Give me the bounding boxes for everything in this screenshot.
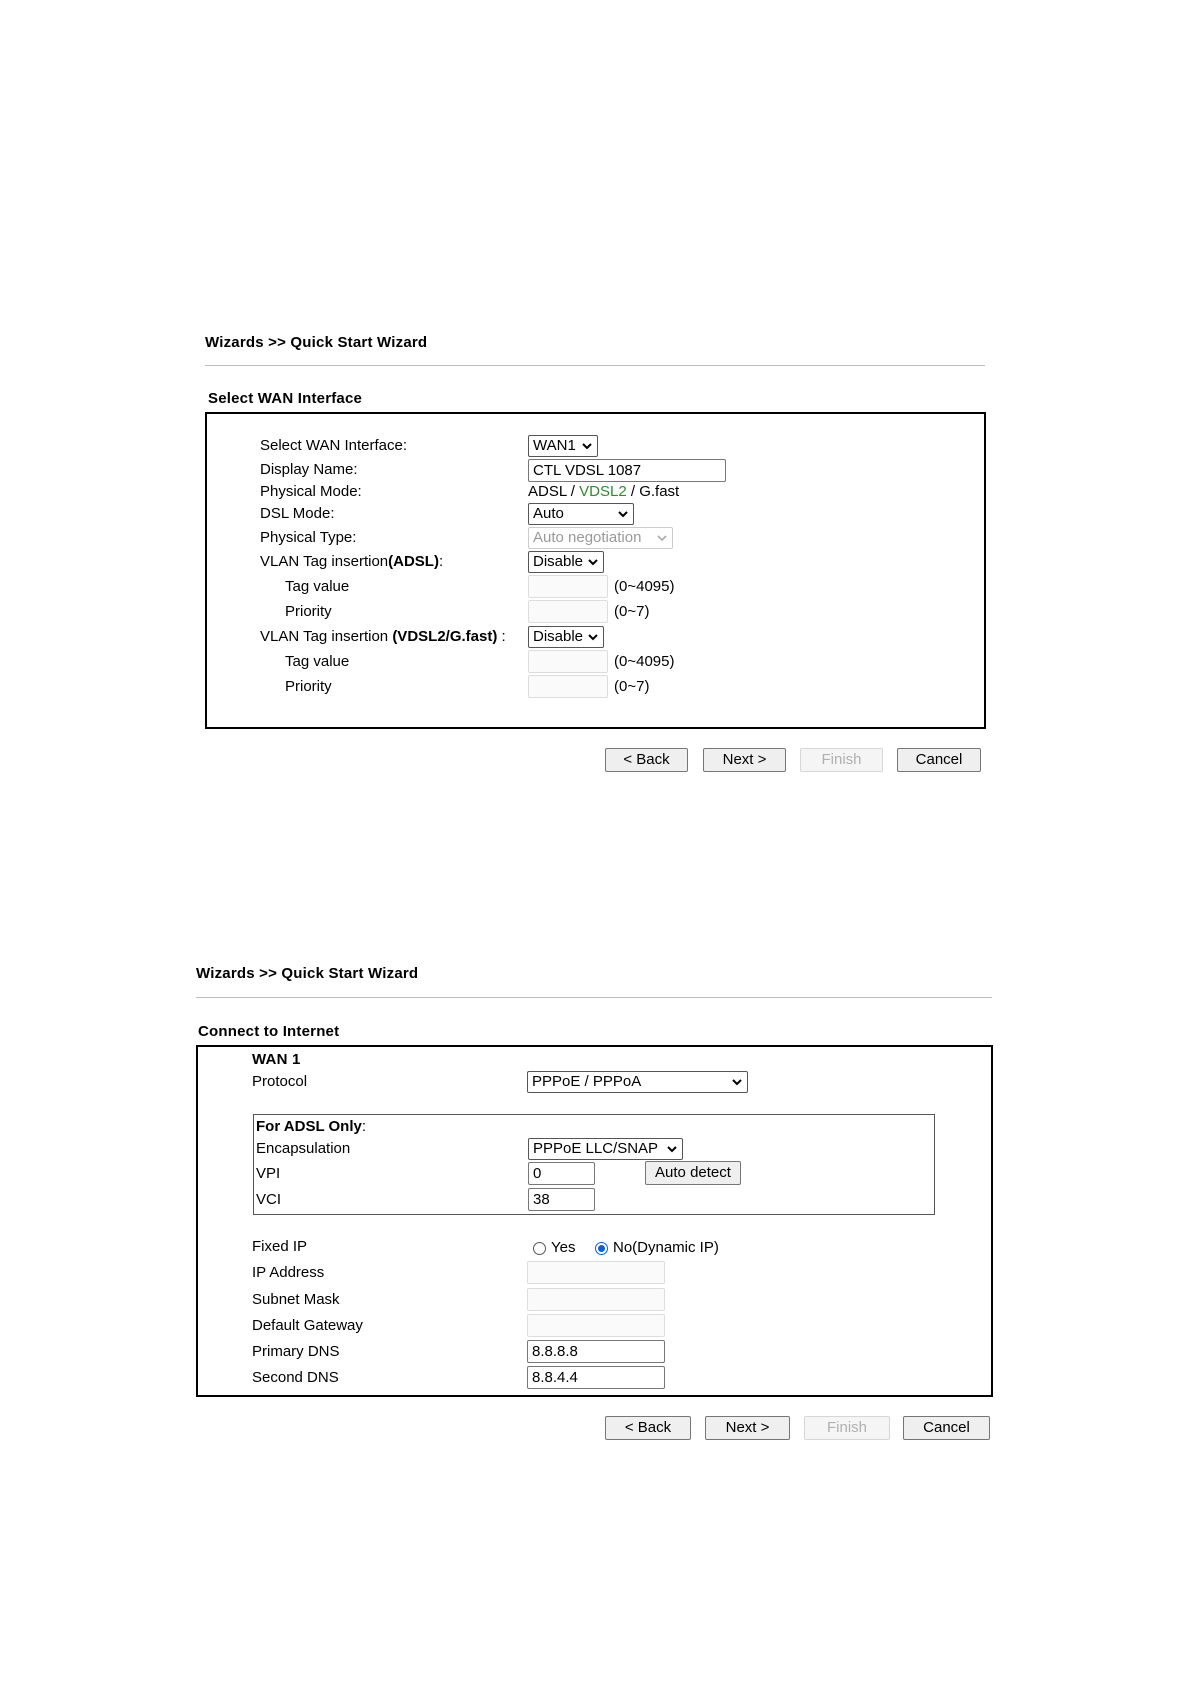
priority-label: Priority	[285, 678, 332, 695]
wan-title: WAN 1	[252, 1051, 301, 1068]
adsl-only-title-colon: :	[361, 1118, 367, 1135]
vdsl-priority-input[interactable]	[528, 675, 608, 698]
vlan-adsl-select[interactable]	[528, 551, 604, 573]
protocol-label: Protocol	[252, 1073, 308, 1090]
physical-type-label: Physical Type:	[260, 529, 357, 546]
chevron-down-icon	[586, 555, 600, 569]
back-button[interactable]: < Back	[605, 1416, 691, 1440]
chevron-down-icon	[665, 1142, 679, 1156]
auto-detect-button[interactable]: Auto detect	[645, 1161, 741, 1185]
tag-value-label: Tag value	[285, 578, 350, 595]
second-dns-input[interactable]: 8.8.4.4	[527, 1366, 665, 1389]
divider	[205, 365, 985, 366]
vlan-vdsl-label	[260, 627, 506, 647]
vlan-vdsl-label-colon: :	[497, 628, 506, 645]
finish-button[interactable]: Finish	[804, 1416, 890, 1440]
cancel-button[interactable]: Cancel	[897, 748, 981, 772]
ip-address-label: IP Address	[252, 1264, 325, 1281]
chevron-down-icon	[616, 507, 630, 521]
vci-label: VCI	[256, 1191, 282, 1208]
vlan-adsl-label-bold: (ADSL)	[388, 553, 439, 570]
section-title: Select WAN Interface	[208, 390, 363, 407]
default-gateway-input[interactable]	[527, 1314, 665, 1337]
subnet-mask-label: Subnet Mask	[252, 1291, 340, 1308]
encapsulation-value: PPPoE LLC/SNAP	[533, 1140, 659, 1157]
adsl-only-title-bold: For ADSL Only	[256, 1118, 362, 1135]
wan-interface-value: WAN1	[533, 437, 576, 454]
protocol-select[interactable]	[527, 1071, 748, 1093]
mode-separator: /	[566, 483, 580, 500]
mode-vdsl2: VDSL2	[579, 483, 627, 500]
adsl-priority-input[interactable]	[528, 600, 608, 623]
vpi-label: VPI	[256, 1165, 281, 1182]
vlan-adsl-value: Disable	[533, 553, 584, 570]
primary-dns-label: Primary DNS	[252, 1343, 340, 1360]
protocol-value: PPPoE / PPPoA	[532, 1073, 642, 1090]
second-dns-label: Second DNS	[252, 1369, 339, 1386]
ip-address-input[interactable]	[527, 1261, 665, 1284]
default-gateway-label: Default Gateway	[252, 1317, 363, 1334]
adsl-tag-value-input[interactable]	[528, 575, 608, 598]
display-name-input[interactable]: CTL VDSL 1087	[528, 459, 726, 482]
chevron-down-icon	[655, 531, 669, 545]
vlan-adsl-label	[260, 552, 443, 572]
divider	[196, 997, 992, 998]
subnet-mask-input[interactable]	[527, 1288, 665, 1311]
cancel-button[interactable]: Cancel	[903, 1416, 990, 1440]
fixed-ip-no-radio[interactable]	[595, 1242, 608, 1255]
chevron-down-icon	[730, 1075, 744, 1089]
tag-value-label: Tag value	[285, 653, 350, 670]
vlan-vdsl-value: Disable	[533, 628, 584, 645]
wan-interface-label: Select WAN Interface:	[260, 437, 407, 454]
chevron-down-icon	[580, 439, 594, 453]
priority-range: (0~7)	[614, 678, 650, 695]
breadcrumb: Wizards >> Quick Start Wizard	[205, 334, 428, 351]
fixed-ip-yes-radio[interactable]	[533, 1242, 546, 1255]
vpi-input[interactable]: 0	[528, 1162, 595, 1185]
breadcrumb: Wizards >> Quick Start Wizard	[196, 965, 419, 982]
tag-value-range: (0~4095)	[614, 578, 675, 595]
wan-interface-select[interactable]	[528, 435, 598, 457]
vlan-adsl-label-text: VLAN Tag insertion	[260, 553, 389, 570]
fixed-ip-label: Fixed IP	[252, 1238, 308, 1255]
physical-mode-value	[528, 482, 679, 502]
vlan-adsl-label-colon: :	[438, 553, 444, 570]
display-name-label: Display Name:	[260, 461, 358, 478]
adsl-only-title	[256, 1117, 366, 1137]
next-button[interactable]: Next >	[703, 748, 786, 772]
vlan-vdsl-select[interactable]	[528, 626, 604, 648]
physical-type-value: Auto negotiation	[533, 529, 642, 546]
fixed-ip-no-label: No(Dynamic IP)	[613, 1239, 719, 1256]
priority-label: Priority	[285, 603, 332, 620]
physical-type-select[interactable]	[528, 527, 673, 549]
next-button[interactable]: Next >	[705, 1416, 790, 1440]
mode-adsl: ADSL	[528, 483, 567, 500]
vlan-vdsl-label-bold: (VDSL2/G.fast)	[392, 628, 498, 645]
encapsulation-select[interactable]	[528, 1138, 683, 1160]
dsl-mode-label: DSL Mode:	[260, 505, 335, 522]
vlan-vdsl-label-text: VLAN Tag insertion	[260, 628, 393, 645]
primary-dns-input[interactable]: 8.8.8.8	[527, 1340, 665, 1363]
finish-button[interactable]: Finish	[800, 748, 883, 772]
priority-range: (0~7)	[614, 603, 650, 620]
chevron-down-icon	[586, 630, 600, 644]
vci-input[interactable]: 38	[528, 1188, 595, 1211]
encapsulation-label: Encapsulation	[256, 1140, 351, 1157]
dsl-mode-value: Auto	[533, 505, 564, 522]
fixed-ip-yes-label: Yes	[551, 1239, 576, 1256]
back-button[interactable]: < Back	[605, 748, 688, 772]
mode-gfast: G.fast	[639, 483, 680, 500]
dsl-mode-select[interactable]	[528, 503, 634, 525]
section-title: Connect to Internet	[198, 1023, 340, 1040]
physical-mode-label: Physical Mode:	[260, 483, 362, 500]
vdsl-tag-value-input[interactable]	[528, 650, 608, 673]
tag-value-range: (0~4095)	[614, 653, 675, 670]
mode-separator: /	[626, 483, 640, 500]
